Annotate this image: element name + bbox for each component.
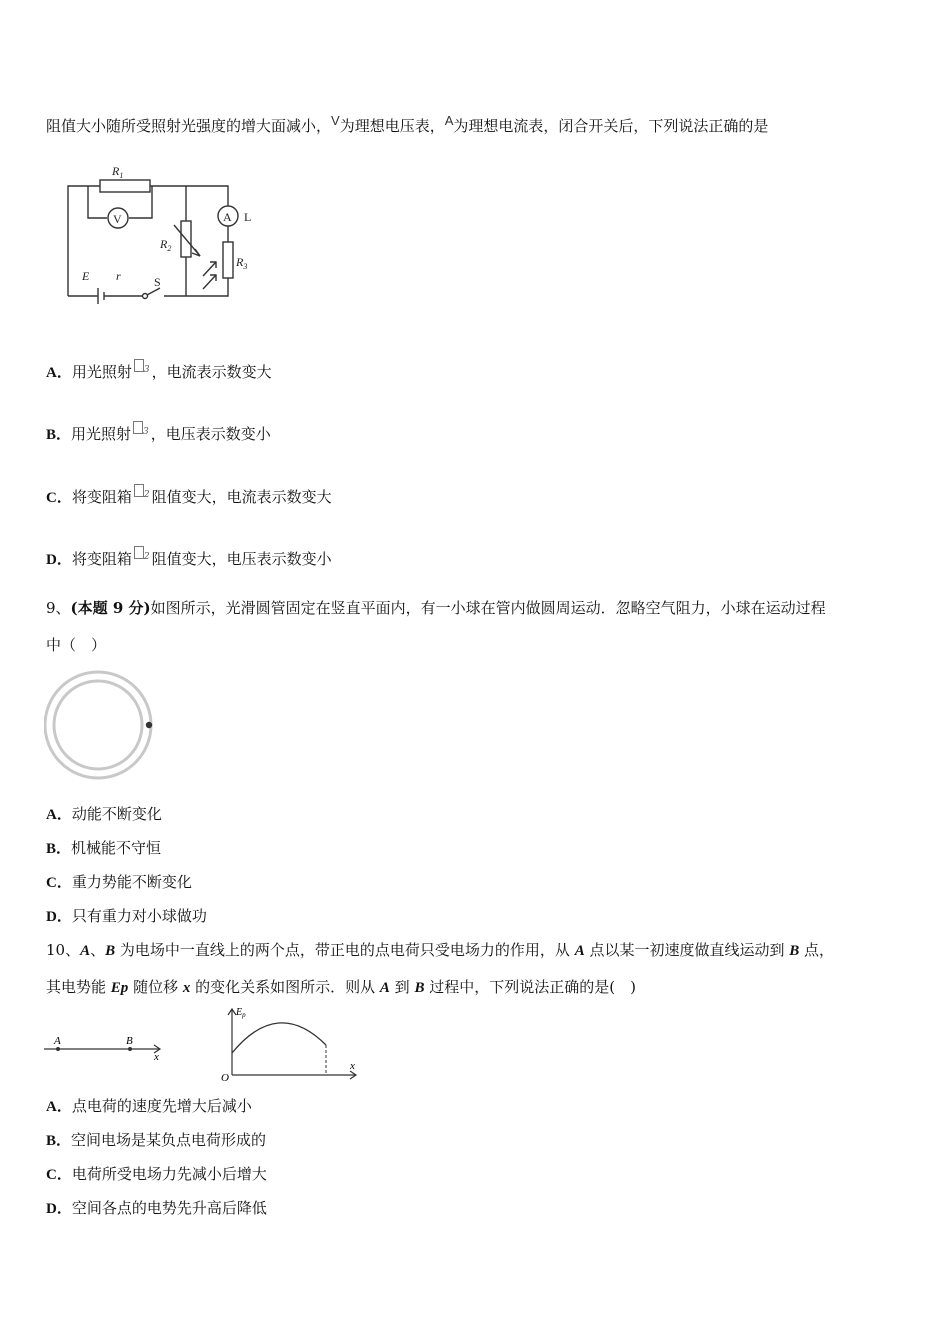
q8-option-b[interactable]: B．用光照射 $^3$ ，电压表示数变小 <box>46 424 271 447</box>
emf-label: E <box>82 269 90 283</box>
ep-curve <box>232 1023 326 1053</box>
q10-option-c[interactable]: C．电荷所受电场力先减小后增大 <box>46 1165 267 1183</box>
q9-stem-line2: 中（ ） <box>46 636 107 654</box>
q9-option-b[interactable]: B．机械能不守恒 <box>46 839 162 857</box>
q8-option-c[interactable]: C．将变阻箱 $^2$ 阻值变大，电流表示数变大 <box>46 487 332 510</box>
missing-glyph-icon <box>134 359 144 372</box>
switch-label: S <box>154 275 161 289</box>
q10-option-d[interactable]: D．空间各点的电势先升高后降低 <box>46 1199 267 1217</box>
q8-stem-part3: 为理想电流表，闭合开关后，下列说法正确的是 <box>453 117 769 135</box>
q9-stem-line1: 9、(本题 9 分)如图所示，光滑圆管固定在竖直平面内，有一小球在管内做圆周运动．忽略空气阻力，小球在运动过程 <box>46 599 826 617</box>
missing-glyph-icon <box>134 484 144 497</box>
point-a-label: A <box>54 1035 61 1047</box>
ep-x-graph <box>218 1003 363 1083</box>
voltmeter-label: V <box>113 212 122 226</box>
point-b-label: B <box>126 1035 133 1047</box>
ball-icon <box>146 722 152 728</box>
r1-label: $R_1$ <box>112 164 124 180</box>
missing-glyph-icon <box>133 421 143 434</box>
q9-option-d[interactable]: D．只有重力对小球做功 <box>46 907 207 925</box>
q10-stem-line1: 10、A、B 为电场中一直线上的两个点，带正电的点电荷只受电场力的作用，从 A 点以某一初速度做直线运动到 B 点， <box>46 941 835 959</box>
ammeter-symbol: A <box>444 113 454 128</box>
x-axis-label: x <box>154 1051 159 1062</box>
q10-option-a[interactable]: A．点电荷的速度先增大后减小 <box>46 1097 252 1115</box>
line-ab-figure <box>44 1032 169 1062</box>
q9-option-a[interactable]: A．动能不断变化 <box>46 805 162 823</box>
q10-stem-line2: 其电势能 Ep 随位移 x 的变化关系如图所示．则从 A 到 B 过程中，下列说法正确的是( ) <box>46 978 636 996</box>
voltmeter-symbol: V <box>331 113 340 128</box>
q8-option-a[interactable]: A．用光照射 $^3$ ，电流表示数变大 <box>46 362 272 385</box>
ep-axis-label: $E_p$ <box>236 1007 246 1019</box>
internal-resistance-label: r <box>116 269 121 283</box>
r2-label: $R_2$ <box>160 237 172 253</box>
circular-tube-figure <box>44 670 156 782</box>
q8-stem-part1: 阻值大小随所受照射光强度的增大面减小， <box>46 117 332 135</box>
circuit-diagram <box>60 158 260 308</box>
q8-stem <box>46 113 769 137</box>
q8-option-d[interactable]: D．将变阻箱 $^2$ 阻值变大，电压表示数变小 <box>46 549 332 572</box>
lamp-label: L <box>244 210 252 224</box>
r3-label: $R_3$ <box>236 255 248 271</box>
ammeter-label: A <box>223 210 232 224</box>
origin-label: O <box>221 1072 229 1083</box>
missing-glyph-icon <box>134 546 144 559</box>
q10-option-b[interactable]: B．空间电场是某负点电荷形成的 <box>46 1131 267 1149</box>
graph-x-label: x <box>350 1060 355 1072</box>
q8-stem-part2: 为理想电压表， <box>339 117 445 135</box>
q9-option-c[interactable]: C．重力势能不断变化 <box>46 873 192 891</box>
